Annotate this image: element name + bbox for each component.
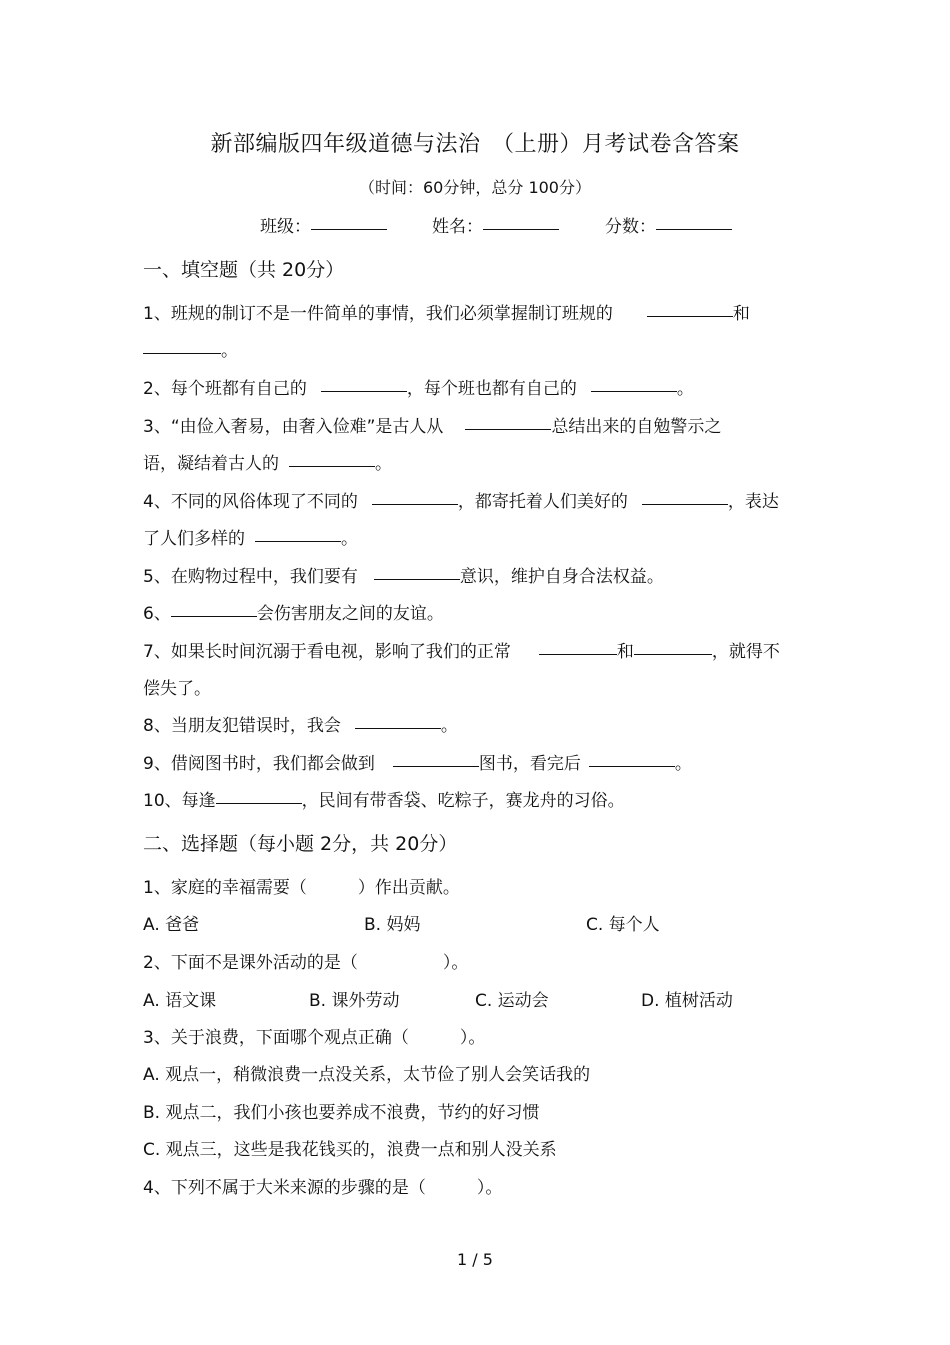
question-text: 1、班规的制订不是一件简单的事情，我们必须掌握制订班规的 xyxy=(143,304,613,324)
answer-option: B. 观点二，我们小孩也要养成不浪费，节约的好习惯 xyxy=(143,1103,540,1123)
question-line xyxy=(143,674,211,699)
answer-blank xyxy=(642,503,728,505)
answer-option: A. 语文课 xyxy=(143,991,217,1011)
question-line xyxy=(143,599,444,624)
answer-option: D. 植树活动 xyxy=(641,991,733,1011)
question-text: 。 xyxy=(221,341,238,361)
question-line xyxy=(143,412,721,437)
question-line xyxy=(143,562,664,587)
question-line xyxy=(143,374,694,399)
question-line: 4、下列不属于大米来源的步骤的是（ ）。 xyxy=(143,1178,503,1198)
question-text: 5、在购物过程中，我们要有 xyxy=(143,567,358,587)
question-line xyxy=(143,336,238,361)
question-text: 9、借阅图书时，我们都会做到 xyxy=(143,754,375,774)
question-text: 图书，看完后 xyxy=(478,754,581,774)
question-text: 了人们多样的 xyxy=(143,529,245,549)
question-text: 和 xyxy=(616,642,634,662)
question-text: 4、不同的风俗体现了不同的 xyxy=(143,492,358,512)
score-blank xyxy=(656,228,732,230)
question-line: 3、关于浪费，下面哪个观点正确（ ）。 xyxy=(143,1028,486,1048)
question-text: 。 xyxy=(341,529,358,549)
question-text: 。 xyxy=(375,454,392,474)
answer-blank xyxy=(393,765,479,767)
answer-option: A. 观点一，稍微浪费一点没关系，太节俭了别人会笑话我的 xyxy=(143,1065,591,1085)
name-blank xyxy=(483,228,559,230)
question-line xyxy=(143,299,750,324)
answer-option: C. 运动会 xyxy=(475,991,549,1011)
answer-blank xyxy=(465,428,551,430)
answer-blank xyxy=(171,615,257,617)
question-text: 会伤害朋友之间的友谊。 xyxy=(256,604,444,624)
question-text: 。 xyxy=(440,716,458,736)
answer-option: B. 课外劳动 xyxy=(309,991,400,1011)
question-line xyxy=(143,487,779,512)
question-line xyxy=(143,449,392,474)
answer-blank xyxy=(374,578,460,580)
exam-subtitle: （时间：60分钟，总分 100分） xyxy=(359,178,591,197)
answer-option: A. 爸爸 xyxy=(143,915,200,935)
section-multiple-choice-title: 二、选择题（每小题 2分，共 20分） xyxy=(143,833,458,855)
class-field xyxy=(260,212,387,237)
answer-blank xyxy=(634,653,712,655)
question-text: 2、每个班都有自己的 xyxy=(143,379,307,399)
answer-option: B. 妈妈 xyxy=(364,915,421,935)
answer-blank xyxy=(591,390,677,392)
answer-blank xyxy=(143,352,221,354)
name-field xyxy=(432,212,559,237)
question-text: ，都寄托着人们美好的 xyxy=(457,492,628,512)
question-text: 3、“由俭入奢易，由奢入俭难”是古人从 xyxy=(143,417,444,437)
answer-option: C. 每个人 xyxy=(586,915,660,935)
question-text: 总结出来的自勉警示之 xyxy=(551,417,722,437)
name-label: 姓名： xyxy=(432,217,483,237)
class-blank xyxy=(311,228,387,230)
answer-blank xyxy=(539,653,617,655)
answer-blank xyxy=(372,503,458,505)
question-line xyxy=(143,637,780,662)
question-text: 和 xyxy=(732,304,750,324)
question-text: 8、当朋友犯错误时，我会 xyxy=(143,716,341,736)
answer-blank xyxy=(321,390,407,392)
answer-blank xyxy=(289,465,375,467)
question-line: 2、下面不是课外活动的是（ ）。 xyxy=(143,953,469,973)
question-text: ，表达 xyxy=(727,492,779,512)
question-line xyxy=(143,524,358,549)
answer-option: C. 观点三，这些是我花钱买的，浪费一点和别人没关系 xyxy=(143,1140,557,1160)
answer-blank xyxy=(647,315,733,317)
question-line: 1、家庭的幸福需要（ ）作出贡献。 xyxy=(143,878,460,898)
question-text: 偿失了。 xyxy=(143,679,211,699)
section-fill-blank-title: 一、填空题（共 20分） xyxy=(143,259,345,281)
question-line xyxy=(143,711,458,736)
question-text: 7、如果长时间沉溺于看电视，影响了我们的正常 xyxy=(143,642,511,662)
score-label: 分数： xyxy=(605,217,656,237)
question-text: 6、 xyxy=(143,604,171,624)
answer-blank xyxy=(216,802,302,804)
question-text: 10、每逢 xyxy=(143,791,216,811)
answer-blank xyxy=(355,727,441,729)
page-title: 新部编版四年级道德与法治 （上册）月考试卷含答案 xyxy=(210,132,740,157)
question-text: 意识，维护自身合法权益。 xyxy=(459,567,664,587)
question-text: 。 xyxy=(674,754,692,774)
question-text: ，就得不 xyxy=(711,642,780,662)
score-field xyxy=(605,212,732,237)
page-number: 1 / 5 xyxy=(457,1250,493,1269)
answer-blank xyxy=(255,540,341,542)
question-line xyxy=(143,786,625,811)
question-text: ，每个班也都有自己的 xyxy=(406,379,577,399)
answer-blank xyxy=(589,765,675,767)
class-label: 班级： xyxy=(260,217,311,237)
question-text: ，民间有带香袋、吃粽子，赛龙舟的习俗。 xyxy=(301,791,625,811)
question-text: 语，凝结着古人的 xyxy=(143,454,279,474)
question-text: 。 xyxy=(676,379,694,399)
question-line xyxy=(143,749,692,774)
